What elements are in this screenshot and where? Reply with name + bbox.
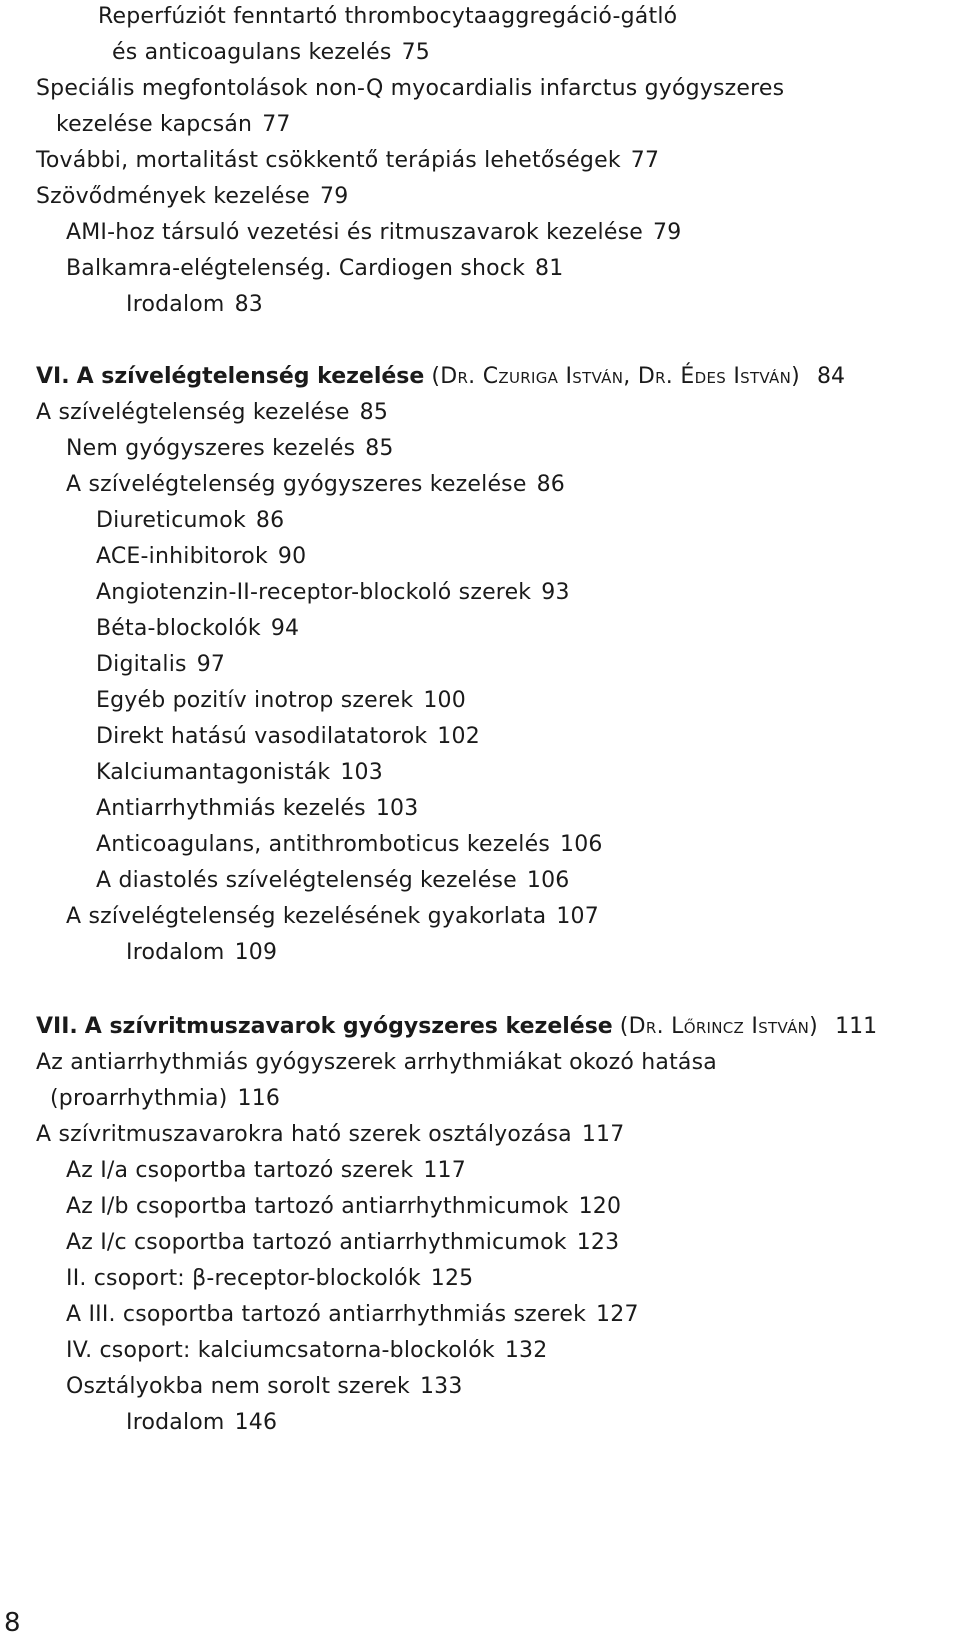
toc-entry-title: (proarrhythmia) bbox=[50, 1086, 228, 1111]
toc-entry bbox=[36, 74, 784, 104]
toc-entry-title: IV. csoport: kalciumcsatorna-blockolók bbox=[66, 1338, 495, 1363]
toc-entry-title: Osztályokba nem sorolt szerek bbox=[66, 1374, 410, 1399]
toc-entry-page: 85 bbox=[365, 436, 394, 461]
toc-entry-title: Reperfúziót fenntartó thrombocytaaggregáció-gátló bbox=[98, 4, 678, 29]
toc-entry-title: Egyéb pozitív inotrop szerek bbox=[96, 688, 414, 713]
toc-entry-page: 102 bbox=[437, 724, 480, 749]
toc-entry bbox=[36, 1120, 624, 1150]
toc-entry-title: A diastolés szívelégtelenség kezelése bbox=[96, 868, 517, 893]
toc-entry-title: Angiotenzin-II-receptor-blockoló szerek bbox=[96, 580, 532, 605]
toc-entry-title: További, mortalitást csökkentő terápiás lehetőségek bbox=[36, 148, 621, 173]
toc-entry-title: Béta-blockolók bbox=[96, 616, 261, 641]
toc-entry bbox=[66, 434, 394, 464]
toc-entry bbox=[50, 1084, 280, 1114]
toc-entry bbox=[66, 218, 681, 248]
toc-entry-page: 81 bbox=[535, 256, 564, 281]
toc-entry bbox=[96, 542, 306, 572]
toc-entry-title: Speciális megfontolások non-Q myocardialis infarctus gyógyszeres bbox=[36, 76, 785, 101]
toc-entry-page: 120 bbox=[578, 1194, 622, 1219]
toc-entry-title: Anticoagulans, antithromboticus kezelés bbox=[96, 832, 550, 857]
toc-entry-page: 103 bbox=[375, 796, 419, 821]
toc-entry bbox=[126, 1408, 277, 1438]
toc-entry bbox=[126, 938, 277, 968]
toc-entry bbox=[66, 470, 565, 500]
toc-entry-title: és anticoagulans kezelés bbox=[112, 40, 392, 65]
toc-entry-title: A szívelégtelenség kezelésének gyakorlata bbox=[66, 904, 547, 929]
toc-entry-page: 106 bbox=[526, 868, 570, 893]
toc-entry-title: Az antiarrhythmiás gyógyszerek arrhythmiákat okozó hatása bbox=[36, 1050, 717, 1075]
toc-entry-page: 127 bbox=[596, 1302, 639, 1327]
toc-entry-page: 100 bbox=[423, 688, 466, 713]
toc-entry-page: 103 bbox=[340, 760, 383, 785]
toc-entry-page: 117 bbox=[423, 1158, 466, 1183]
toc-entry bbox=[96, 506, 284, 536]
toc-entry bbox=[66, 254, 563, 284]
toc-entry-title: A szívelégtelenség kezelése bbox=[36, 400, 350, 425]
toc-entry bbox=[66, 902, 599, 932]
toc-entry bbox=[66, 1228, 619, 1258]
toc-entry-title: Irodalom bbox=[126, 1410, 225, 1435]
chapter-page: 111 bbox=[835, 1014, 878, 1039]
toc-entry-title: Az I/b csoportba tartozó antiarrhythmicumok bbox=[66, 1194, 569, 1219]
toc-entry-page: 117 bbox=[581, 1122, 625, 1147]
toc-entry bbox=[96, 614, 299, 644]
toc-entry-page: 90 bbox=[277, 544, 307, 569]
toc-entry-page: 77 bbox=[262, 112, 291, 137]
toc-entry-title: Digitalis bbox=[96, 652, 187, 677]
toc-entry-title: Az I/c csoportba tartozó antiarrhythmicumok bbox=[66, 1230, 567, 1255]
toc-entry-title: Direkt hatású vasodilatatorok bbox=[96, 724, 428, 749]
toc-entry-page: 133 bbox=[419, 1374, 463, 1399]
toc-entry-page: 75 bbox=[401, 40, 430, 65]
page-number: 8 bbox=[4, 1608, 21, 1638]
toc-entry bbox=[96, 758, 383, 788]
toc-entry-page: 94 bbox=[270, 616, 300, 641]
toc-entry-page: 86 bbox=[255, 508, 285, 533]
chapter-title: A szívritmuszavarok gyógyszeres kezelése bbox=[84, 1014, 613, 1039]
toc-entry-page: 107 bbox=[556, 904, 599, 929]
toc-entry-title: A szívritmuszavarokra ható szerek osztályozása bbox=[36, 1122, 572, 1147]
chapter-number: VI. bbox=[36, 364, 70, 389]
toc-entry bbox=[56, 110, 291, 140]
toc-entry-title: A szívelégtelenség gyógyszeres kezelése bbox=[66, 472, 527, 497]
toc-entry-page: 77 bbox=[630, 148, 660, 173]
toc-entry bbox=[36, 182, 348, 212]
toc-entry-page: 79 bbox=[653, 220, 682, 245]
toc-entry-page: 125 bbox=[430, 1266, 474, 1291]
toc-entry-page: 85 bbox=[359, 400, 389, 425]
toc-entry-page: 123 bbox=[576, 1230, 620, 1255]
chapter-number: VII. bbox=[36, 1014, 78, 1039]
toc-entry bbox=[126, 290, 263, 320]
toc-entry-page: 146 bbox=[234, 1410, 278, 1435]
toc-entry bbox=[66, 1300, 639, 1330]
toc-entry-page: 109 bbox=[234, 940, 278, 965]
toc-entry bbox=[66, 1264, 473, 1294]
toc-entry bbox=[112, 38, 430, 68]
toc-entry-page: 116 bbox=[237, 1086, 281, 1111]
toc-entry-page: 83 bbox=[234, 292, 263, 317]
toc-entry-title: Az I/a csoportba tartozó szerek bbox=[66, 1158, 414, 1183]
toc-entry-title: Balkamra-elégtelenség. Cardiogen shock bbox=[66, 256, 526, 281]
toc-entry bbox=[96, 686, 466, 716]
toc-entry bbox=[96, 578, 570, 608]
chapter-page: 84 bbox=[816, 364, 845, 389]
chapter-authors: (Dr. Lőrincz István) bbox=[619, 1014, 819, 1039]
chapter-heading bbox=[36, 362, 845, 392]
toc-entry bbox=[36, 398, 388, 428]
toc-entry-page: 106 bbox=[560, 832, 603, 857]
toc-entry bbox=[96, 650, 225, 680]
chapter-authors: (Dr. Czuriga István, Dr. Édes István) bbox=[431, 364, 800, 389]
toc-entry-page: 132 bbox=[504, 1338, 548, 1363]
toc-entry-title: Szövődmények kezelése bbox=[36, 184, 311, 209]
toc-entry-title: AMI-hoz társuló vezetési és ritmuszavarok kezelése bbox=[66, 220, 644, 245]
toc-entry bbox=[96, 830, 603, 860]
toc-entry bbox=[66, 1336, 547, 1366]
toc-entry-page: 79 bbox=[320, 184, 349, 209]
toc-entry-page: 93 bbox=[541, 580, 570, 605]
toc-entry-page: 86 bbox=[536, 472, 565, 497]
toc-entry-title: Nem gyógyszeres kezelés bbox=[66, 436, 356, 461]
chapter-title: A szívelégtelenség kezelése bbox=[76, 364, 425, 389]
toc-entry bbox=[36, 1048, 717, 1078]
toc-entry-title: kezelése kapcsán bbox=[56, 112, 253, 137]
toc-entry-title: Irodalom bbox=[126, 292, 225, 317]
toc-entry bbox=[98, 2, 677, 32]
toc-entry bbox=[96, 794, 418, 824]
toc-entry bbox=[66, 1372, 463, 1402]
toc-entry-title: Diureticumok bbox=[96, 508, 246, 533]
toc-entry bbox=[36, 146, 659, 176]
toc-entry-title: ACE-inhibitorok bbox=[96, 544, 268, 569]
toc-entry-page: 97 bbox=[196, 652, 226, 677]
toc-entry-title: II. csoport: β-receptor-blockolók bbox=[66, 1266, 421, 1291]
toc-entry-title: A III. csoportba tartozó antiarrhythmiás szerek bbox=[66, 1302, 587, 1327]
toc-entry bbox=[96, 866, 569, 896]
toc-entry bbox=[66, 1192, 621, 1222]
toc-entry-title: Irodalom bbox=[126, 940, 225, 965]
toc-entry-title: Kalciumantagonisták bbox=[96, 760, 331, 785]
toc-entry bbox=[66, 1156, 466, 1186]
toc-entry-title: Antiarrhythmiás kezelés bbox=[96, 796, 366, 821]
toc-entry bbox=[96, 722, 480, 752]
chapter-heading bbox=[36, 1012, 877, 1042]
